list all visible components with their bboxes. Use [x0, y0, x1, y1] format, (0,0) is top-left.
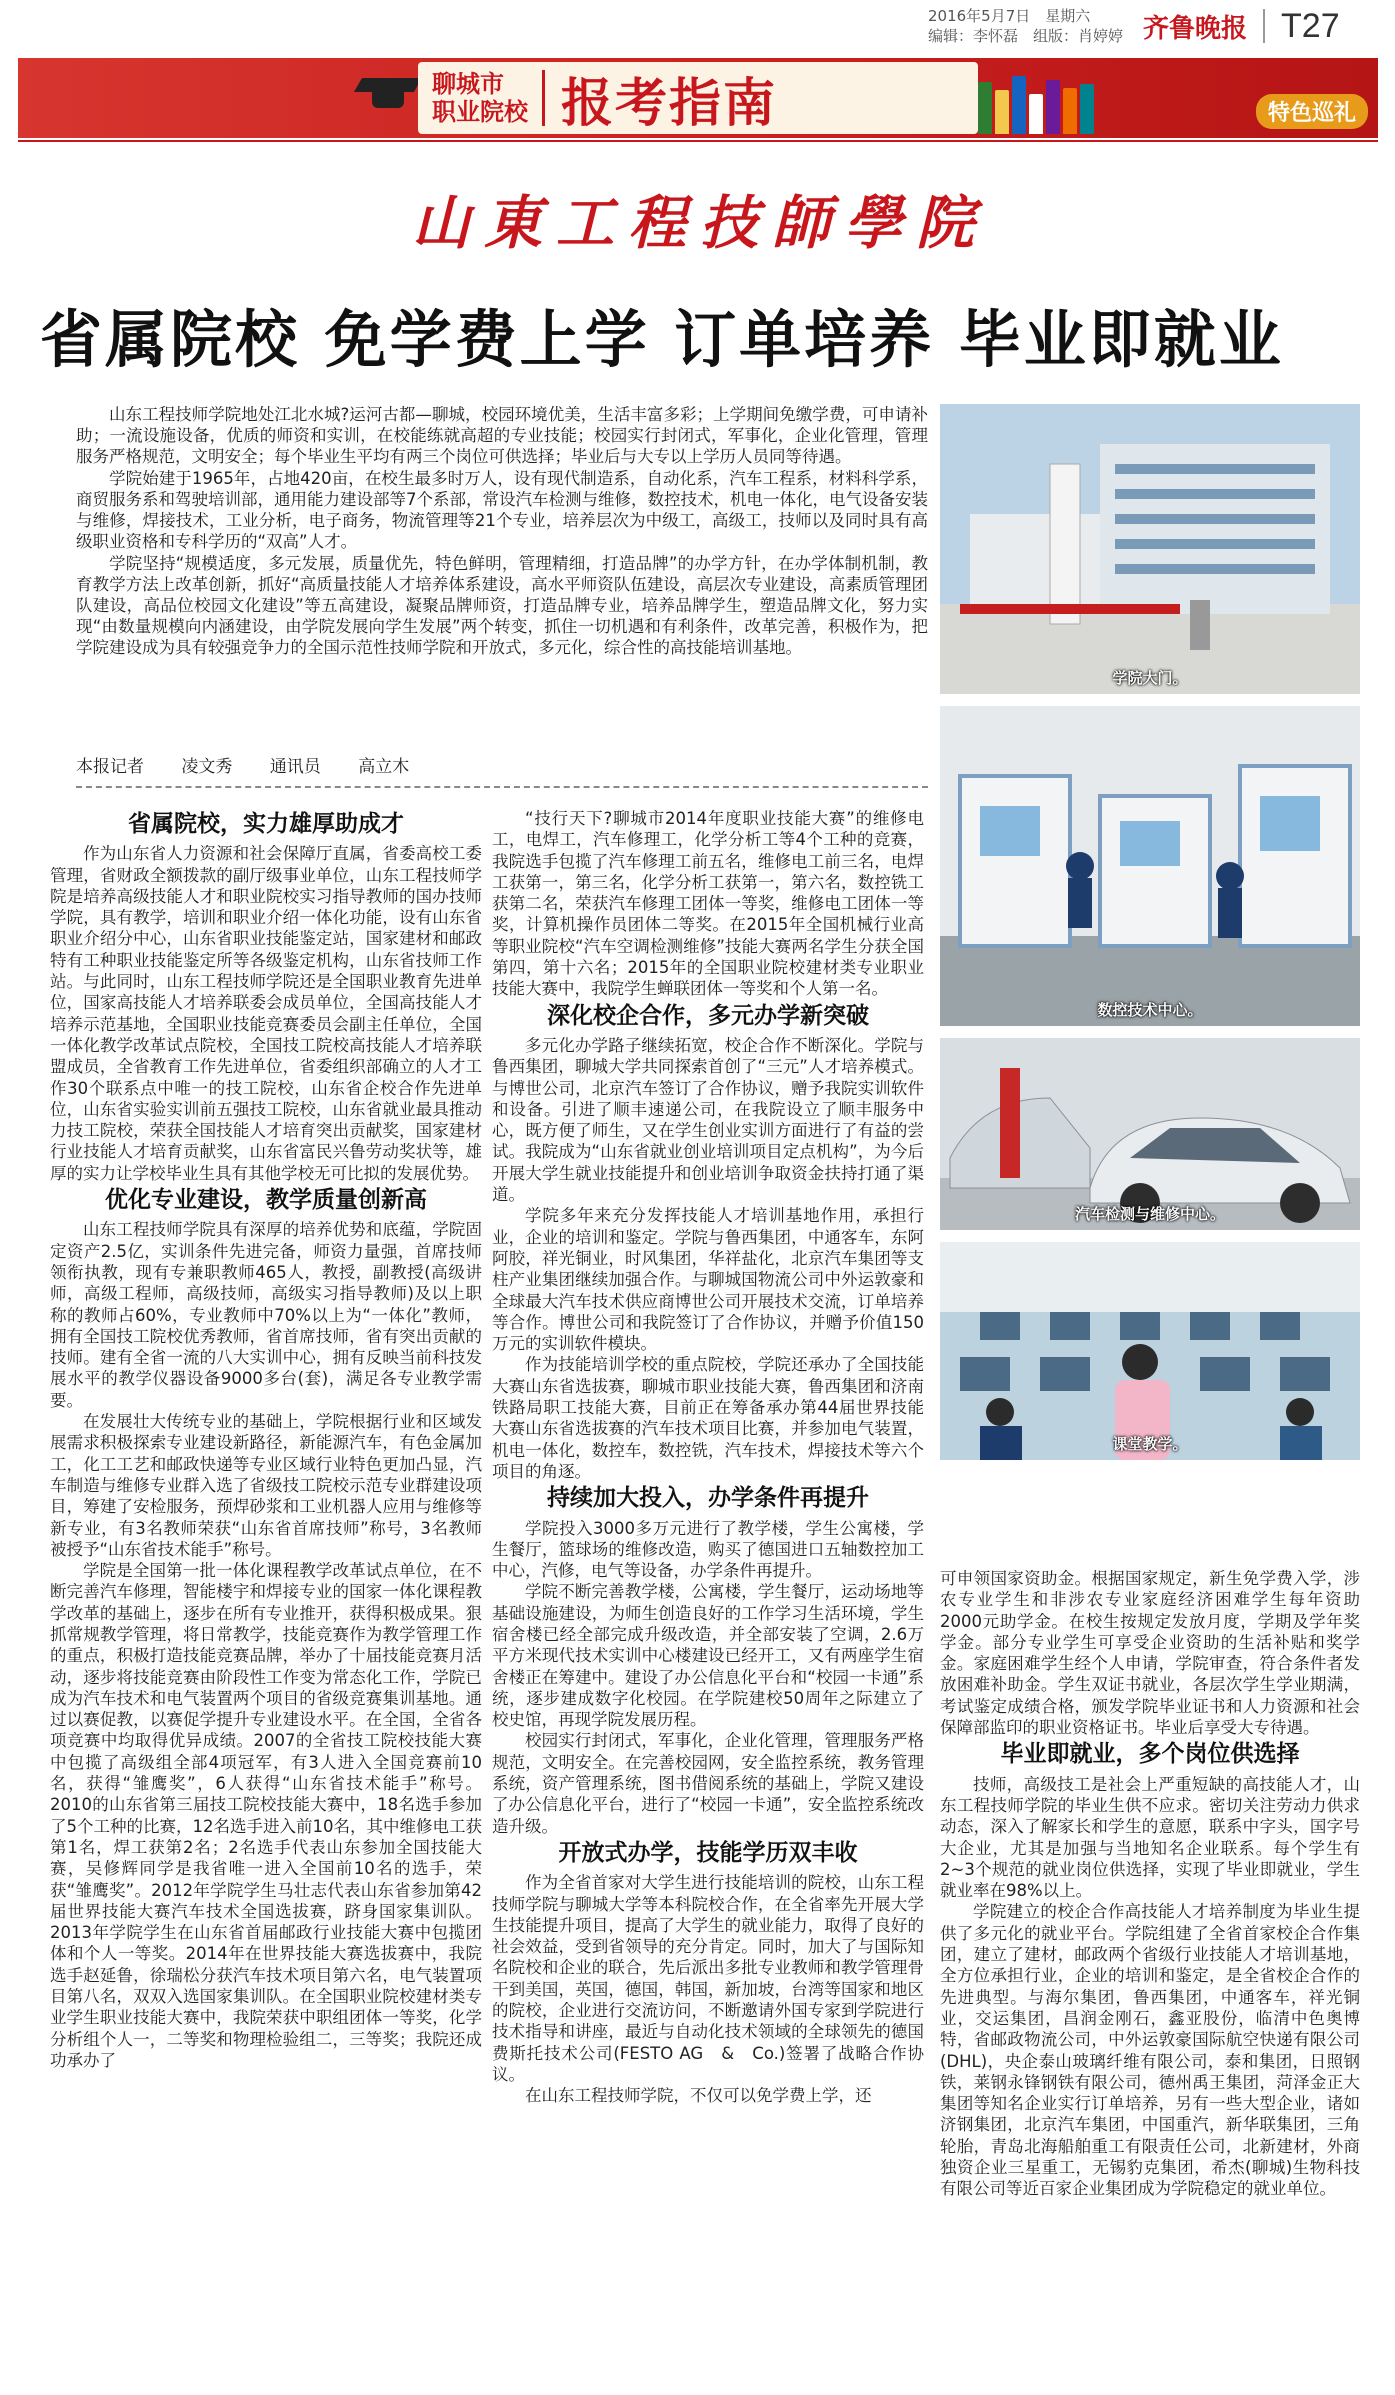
- photo-campus-gate: [940, 404, 1360, 694]
- school-name-logo: 山東工程技師學院: [411, 189, 988, 257]
- body-paragraph: 可申领国家资助金。根据国家规定，新生免学费入学，涉农专业学生和非涉农专业家庭经济困难学生每年资助2000元助学金。在校生按规定发放月度，学期及学年奖学金。部分专业学生可享受企业资助的生活补贴和奖学金。家庭困难学生经个人申请，学院审查，符合条件者发放困难补助金。学生双证书就业，各层次学生学业期满，考试鉴定成绩合格，颁发学院毕业证书和人力资源和社会保障部监印的职业资格证书。毕业后享受大专待遇。: [940, 1569, 1360, 1738]
- body-paragraph: 山东工程技师学院具有深厚的培养优势和底蕴，学院固定资产2.5亿，实训条件先进完备，师资力量强，首席技师领衔执教，现有专兼职教师465人，教授，副教授(高级讲师，高级工程师，高级技师，高级实习指导教师)及以上职称的教师占60%，专业教师中70%以上为“一体化”教师，拥有全国技工院校优秀教师，省首席技师，省有突出贡献的技师。建有全省一流的八大实训中心，拥有反映当前科技发展水平的教学仪器设备9000多台(套)，满足各专业教学需要。: [50, 1220, 482, 1410]
- banner-title: 报考指南: [561, 73, 778, 134]
- intro-paragraph: 山东工程技师学院地处江北水城?运河古都—聊城，校园环境优美，生活丰富多彩；上学期间免缴学费，可申请补助；一流设施设备，优质的师资和实训，在校能练就高超的专业技能；校园实行封闭式，军事化，企业化管理，管理服务严格规范，文明安全；每个毕业生平均有两三个岗位可供选择；毕业后与大专以上学历人员同等待遇。: [76, 405, 928, 466]
- photo-caption: 学院大门。: [1112, 669, 1188, 687]
- body-paragraph: 在山东工程技师学院，不仅可以免学费上学，还: [525, 2086, 872, 2106]
- article-column-2: [492, 808, 924, 2107]
- section-heading: 省属院校，实力雄厚助成才: [128, 811, 404, 837]
- intro-paragraph: 学院始建于1965年，占地420亩，在校生最多时万人，设有现代制造系，自动化系，汽车工程系，材料科学系，商贸服务系和驾驶培训部，通用能力建设部等7个系部，常设汽车检测与维修，数控技术，机电一体化，电气设备安装与维修，焊接技术，工业分析，电子商务，物流管理等21个专业，培养层次为中级工，高级工，技师以及同时具有高级职业资格和专科学历的“双高”人才。: [76, 469, 928, 551]
- section-heading: 毕业即就业，多个岗位供选择: [1000, 1741, 1300, 1768]
- banner-school-line2: 职业院校: [432, 98, 528, 126]
- photo-caption: 汽车检测与维修中心。: [1074, 1205, 1225, 1223]
- photo-classroom: [940, 1242, 1360, 1460]
- books-icon: [978, 72, 1098, 134]
- byline-role: 通讯员: [269, 757, 321, 777]
- banner-rule: [18, 140, 1378, 142]
- body-paragraph: 技师，高级技工是社会上严重短缺的高技能人才，山东工程技师学院的毕业生供不应求。密切关注劳动力供求动态，深入了解家长和学生的意愿，联系中字头，国字号大企业，尤其是加强与当地知名企业联系。每个学生有2~3个规范的就业岗位供选择，实现了毕业即就业，学生就业率在98%以上。: [940, 1774, 1360, 1901]
- byline-role: 本报记者: [76, 757, 144, 777]
- masthead-meta: [928, 6, 1123, 46]
- photo-cnc-center: [940, 706, 1360, 1026]
- intro-paragraph: 学院坚持“规模适度，多元发展，质量优先，特色鲜明，管理精细，打造品牌”的办学方针，在办学体制机制，教育教学方法上改革创新，抓好“高质量技能人才培养体系建设，高水平师资队伍建设，高层次专业建设，高素质管理团队建设，高品位校园文化建设”等五高建设，凝聚品牌师资，打造品牌专业，培养品牌学生，塑造品牌文化，努力实现“由数量规模向内涵建设，由学院发展向学生发展”两个转变，抓住一切机遇和有利条件，改革完善，积极作为，把学院建设成为具有较强竞争力的全国示范性技师学院和开放式，多元化，综合性的高技能培训基地。: [76, 554, 928, 657]
- graduation-cap-icon: [358, 62, 418, 112]
- auto-repair-image: [940, 1038, 1360, 1230]
- byline-name: 凌文秀: [181, 757, 233, 777]
- photo-auto-repair: [940, 1038, 1360, 1230]
- body-paragraph: 作为山东省人力资源和社会保障厅直属，省委高校工委管理，省财政全额拨款的副厅级事业单位，山东工程技师学院是培养高级技能人才和职业院校实习指导教师的国办技师学院，具有教学，培训和职业介绍一体化功能，设有山东省职业介绍分中心，山东省职业技能鉴定站，国家建材和邮政特有工种职业技能鉴定所等各级鉴定机构，山东省技师工作站。与此同时，山东工程技师学院还是全国职业教育先进单位，国家高技能人才培养联委会成员单位，全国高技能人才培养示范基地，全国职业技能竞赛委员会副主任单位，全国一体化教学改革试点院校，全国技工院校高技能人才培养联盟成员，全省教育工作先进单位，省委组织部确立的人才工作30个联系点中唯一的技工院校，山东省企校合作先进单位，山东省实验实训前五强技工院校，山东省就业最具推动力技工院校，荣获全国技能人才培育突出贡献奖，国家建材行业技能人才培育贡献奖，山东省富民兴鲁劳动奖状等，雄厚的实力让学校毕业生具有其他学校无可比拟的发展优势。: [50, 844, 482, 1183]
- body-paragraph: 作为全省首家对大学生进行技能培训的院校，山东工程技师学院与聊城大学等本科院校合作，在全省率先开展大学生技能提升项目，提高了大学生的就业能力，取得了良好的社会效益，受到省领导的充分肯定。同时，加大了与国际知名院校和企业的联合，先后派出多批专业教师和教学管理骨干到美国，英国，德国，韩国，新加坡，台湾等国家和地区的院校，企业进行交流访问，不断邀请外国专家到学院进行技术指导和讲座，最近与自动化技术领域的全球领先的德国费斯托技术公司(FESTO AG & Co.)签署了战略合作协议。: [492, 1873, 924, 2084]
- body-paragraph: 在发展壮大传统专业的基础上，学院根据行业和区域发展需求积极探索专业建设新路径，新能源汽车，有色金属加工，化工工艺和邮政快递等专业区域行业特色更加凸显，汽车制造与维修专业群入选了省级技工院校示范专业群建设项目，筹建了安检服务，预焊砂浆和工业机器人应用与维修等新专业，有3名教师荣获“山东省首席技师”称号，3名教师被授予“山东省技术能手”称号。: [50, 1412, 482, 1559]
- masthead-editor: 编辑：李怀磊 组版：肖婷婷: [928, 27, 1124, 45]
- classroom-image: [940, 1242, 1360, 1460]
- article-column-3: [940, 1568, 1360, 2200]
- newspaper-logo: 齐鲁晚报: [1143, 13, 1248, 44]
- banner-school: [418, 70, 545, 126]
- photo-caption: 课堂教学。: [1112, 1435, 1188, 1453]
- dashed-divider: [76, 786, 928, 788]
- banner-school-line1: 聊城市: [432, 70, 504, 98]
- section-heading: 深化校企合作，多元办学新突破: [547, 1002, 869, 1029]
- body-paragraph: 学院建立的校企合作高技能人才培养制度为毕业生提供了多元化的就业平台。学院组建了全省首家校企合作集团，建立了建材，邮政两个省级行业技能人才培训基地，全方位承担行业，企业的培训和鉴定，是全省校企合作的先进典型。与海尔集团，鲁西集团，中通客车，祥光铜业，交运集团，昌润金刚石，鑫亚股份，临清中色奥博特，省邮政物流公司，中外运敦豪国际航空快递有限公司(DHL)，央企泰山玻璃纤维有限公司，泰和集团，日照钢铁，莱钢永锋钢铁有限公司，德州禹王集团，菏泽金正大集团等知名企业实行订单培养，另有一些大型企业，诸如济钢集团，北京汽车集团，中国重汽，新华联集团，三角轮胎，青岛北海船舶重工有限责任公司，北新建材，外商独资企业三星重工，无锡豹克集团，希杰(聊城)生物科技有限公司等近百家企业集团成为学院稳定的就业单位。: [940, 1902, 1360, 2199]
- article-intro: [76, 404, 928, 659]
- masthead: [928, 4, 1378, 48]
- cnc-center-image: [940, 706, 1360, 1026]
- page-headline: 省属院校 免学费上学 订单培养 毕业即就业: [40, 303, 1284, 376]
- byline-name: 高立木: [358, 757, 410, 777]
- body-paragraph: 校园实行封闭式，军事化，企业化管理，管理服务严格规范，文明安全。在完善校园网，安全监控系统，教务管理系统，资产管理系统，图书借阅系统的基础上，学院又建设了办公信息化平台，进行了“校园一卡通”，安全监控系统改造升级。: [492, 1731, 924, 1836]
- body-paragraph: “技行天下?聊城市2014年度职业技能大赛”的维修电工，电焊工，汽车修理工，化学分析工等4个工种的竞赛，我院选手包揽了汽车修理工前五名，维修电工前三名，电焊工获第一，第三名，化学分析工获第一，第六名，数控铣工获第二名，荣获汽车修理工团体一等奖，维修电工团体一等奖，计算机操作员团体二等奖。在2015年全国机械行业高等职业院校“汽车空调检测维修”技能大赛两名学生分获全国第四，第十六名；2015年的全国职业院校建材类专业职业技能大赛中，我院学生蝉联团体一等奖和个人第一名。: [492, 809, 924, 999]
- photo-caption: 数控技术中心。: [1097, 1001, 1203, 1019]
- body-paragraph: 学院是全国第一批一体化课程教学改革试点单位，在不断完善汽车修理，智能楼宇和焊接专业的国家一体化课程教学改革的基础上，逐步在所有专业推开，获得积极成果。狠抓常规教学管理，将日常教学，技能竞赛作为教学管理工作的重点，积极打造技能竞赛品牌，举办了十届技能竞赛月活动，逐步将技能竞赛由阶段性工作变为常态化工作，学院已成为汽车技术和电气装置两个项目的省级竞赛集训基地。通过以赛促教，以赛促学提升专业建设水平。在全国，全省各项竞赛中均取得优异成绩。2007的全省技工院校技能大赛中包揽了高级组全部4项冠军，有3人进入全国竞赛前10名，获得“雏鹰奖”，6人获得“山东省技术能手”称号。2010的山东省第三届技工院校技能大赛中，18名选手参加了5个工种的比赛，12名选手进入前10名，其中维修电工获第1名，焊工获第2名；2名选手代表山东参加全国技能大赛，吴修辉同学是我省唯一进入全国前10名的选手，荣获“雏鹰奖”。2012年学院学生马壮志代表山东省参加第42届世界技能大赛汽车技术全国选拔赛，跻身国家集训队。2013年学院学生在山东省首届邮政行业技能大赛中包揽团体和个人一等奖。2014年在世界技能大赛选拔赛中，我院选手赵延鲁，徐瑞松分获汽车技术项目第六名，电气装置项目第八名，双双入选国家集训队。在全国职业院校建材类专业学生职业技能大赛中，我院荣获中职组团体一等奖，化学分析组个人一，二等奖和物理检验组二，三等奖；我院还成功承办了: [50, 1561, 482, 2070]
- section-heading: 持续加大投入，办学条件再提升: [547, 1485, 869, 1512]
- campus-gate-image: [940, 404, 1360, 694]
- feature-tag: 特色巡礼: [1256, 94, 1368, 129]
- body-paragraph: 学院不断完善教学楼，公寓楼，学生餐厅，运动场地等基础设施建设，为师生创造良好的工作学习生活环境，学生宿舍楼已经全部完成升级改造，并全部安装了空调，2.6万平方米现代技术实训中心楼建设已经开工，又有两座学生宿舍楼正在筹建中。建设了办公信息化平台和“校园一卡通”系统，逐步建成数字化校园。在学院建校50周年之际建立了校史馆，再现学院发展历程。: [492, 1582, 924, 1730]
- masthead-date: 2016年5月7日 星期六: [928, 7, 1091, 25]
- body-paragraph: 学院投入3000多万元进行了教学楼，学生公寓楼，学生餐厅，篮球场的维修改造，购买了德国进口五轴数控加工中心，汽修，电气等设备，办学条件再提升。: [492, 1518, 924, 1581]
- banner-panel: [418, 62, 978, 134]
- section-heading: 开放式办学，技能学历双丰收: [558, 1839, 858, 1866]
- body-paragraph: 多元化办学路子继续拓宽，校企合作不断深化。学院与鲁西集团，聊城大学共同探索首创了“三元”人才培养模式。与博世公司，北京汽车签订了合作协议，赠予我院实训软件和设备。引进了顺丰速递公司，在我院设立了顺丰服务中心，既方便了师生，又在学生创业实训方面进行了有益的尝试。我院成为“山东省就业创业培训项目定点机构”，为今后开展大学生就业技能提升和创业培训争取资金扶持打通了渠道。: [492, 1035, 924, 1205]
- body-paragraph: 学院多年来充分发挥技能人才培训基地作用，承担行业，企业的培训和鉴定。学院与鲁西集团，中通客车，东阿阿胶，祥光铜业，时风集团，华祥盐化，北京汽车集团等支柱产业集团继续加强合作。与聊城国物流公司中外运敦豪和全球最大汽车技术供应商博世公司开展技术交流，订单培养等合作。博世公司和我院签订了合作协议，并赠予价值150万元的实训软件模块。: [492, 1206, 924, 1354]
- page-number: T27: [1281, 6, 1340, 45]
- byline: [76, 752, 431, 777]
- article-column-1: [50, 808, 482, 2071]
- body-paragraph: 作为技能培训学校的重点院校，学院还承办了全国技能大赛山东省选拔赛，聊城市职业技能大赛，鲁西集团和济南铁路局职工技能大赛，目前正在筹备承办第44届世界技能大赛山东省选拔赛的汽车技术项目比赛，并参加电气装置，机电一体化，数控车，数控铣，汽车技术，焊接技术等六个项目的角逐。: [492, 1355, 924, 1481]
- masthead-divider: [1263, 9, 1265, 43]
- section-banner: [18, 58, 1378, 138]
- section-heading: 优化专业建设，教学质量创新高: [105, 1187, 427, 1214]
